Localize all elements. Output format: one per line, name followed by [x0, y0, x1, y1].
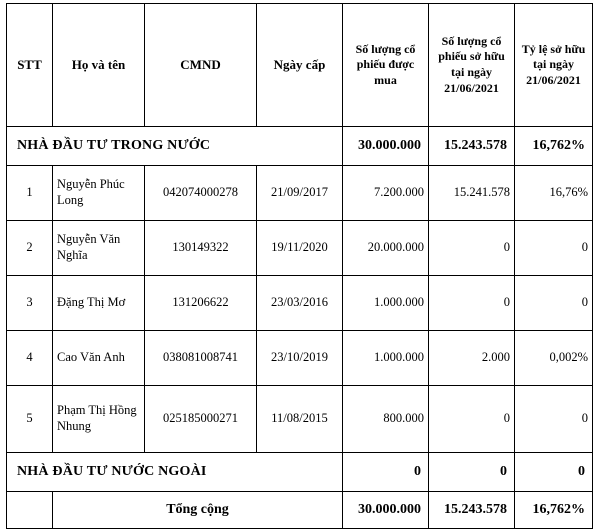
- total-row: [7, 492, 593, 529]
- column-header-shares-bought: Số lượng cổ phiếu được mua: [343, 4, 429, 127]
- group-label-domestic: NHÀ ĐẦU TƯ TRONG NƯỚC: [7, 127, 343, 166]
- table-row: [7, 166, 593, 221]
- row-cmnd: 130149322: [145, 221, 257, 276]
- table-body: [7, 127, 593, 529]
- row-date: 23/03/2016: [257, 276, 343, 331]
- row-name: Cao Văn Anh: [53, 331, 145, 386]
- group-label-foreign: NHÀ ĐẦU TƯ NƯỚC NGOÀI: [7, 453, 343, 492]
- group-foreign-shares-owned: 0: [429, 453, 515, 492]
- table-row: [7, 276, 593, 331]
- total-spacer: [7, 492, 53, 529]
- column-header-date: Ngày cấp: [257, 4, 343, 127]
- row-shares-bought: 20.000.000: [343, 221, 429, 276]
- column-header-ownership-ratio: Tỷ lệ sở hữu tại ngày 21/06/2021: [515, 4, 593, 127]
- table-row: [7, 386, 593, 453]
- total-label: Tổng cộng: [53, 492, 343, 529]
- row-index: 1: [7, 166, 53, 221]
- row-name: Đặng Thị Mơ: [53, 276, 145, 331]
- row-index: 5: [7, 386, 53, 453]
- row-shares-owned: 0: [429, 221, 515, 276]
- row-cmnd: 038081008741: [145, 331, 257, 386]
- table-row: [7, 331, 593, 386]
- row-ownership-ratio: 0: [515, 276, 593, 331]
- column-header-cmnd: CMND: [145, 4, 257, 127]
- document-page: [0, 3, 602, 528]
- row-shares-bought: 7.200.000: [343, 166, 429, 221]
- row-index: 2: [7, 221, 53, 276]
- group-foreign-ownership-ratio: 0: [515, 453, 593, 492]
- group-row-foreign: [7, 453, 593, 492]
- column-header-stt: STT: [7, 4, 53, 127]
- group-domestic-ownership-ratio: 16,762%: [515, 127, 593, 166]
- total-ownership-ratio: 16,762%: [515, 492, 593, 529]
- row-date: 11/08/2015: [257, 386, 343, 453]
- header-row: [7, 4, 593, 127]
- row-index: 4: [7, 331, 53, 386]
- row-ownership-ratio: 0,002%: [515, 331, 593, 386]
- shareholders-table: [6, 3, 593, 529]
- row-ownership-ratio: 0: [515, 221, 593, 276]
- row-date: 23/10/2019: [257, 331, 343, 386]
- row-date: 21/09/2017: [257, 166, 343, 221]
- table-row: [7, 221, 593, 276]
- row-name: Nguyễn Văn Nghĩa: [53, 221, 145, 276]
- column-header-name: Họ và tên: [53, 4, 145, 127]
- group-domestic-shares-bought: 30.000.000: [343, 127, 429, 166]
- row-index: 3: [7, 276, 53, 331]
- row-date: 19/11/2020: [257, 221, 343, 276]
- row-shares-owned: 15.241.578: [429, 166, 515, 221]
- row-ownership-ratio: 16,76%: [515, 166, 593, 221]
- row-shares-bought: 1.000.000: [343, 331, 429, 386]
- total-shares-owned: 15.243.578: [429, 492, 515, 529]
- total-shares-bought: 30.000.000: [343, 492, 429, 529]
- group-foreign-shares-bought: 0: [343, 453, 429, 492]
- row-name: Phạm Thị Hồng Nhung: [53, 386, 145, 453]
- row-shares-owned: 0: [429, 386, 515, 453]
- row-shares-bought: 800.000: [343, 386, 429, 453]
- row-shares-owned: 2.000: [429, 331, 515, 386]
- row-ownership-ratio: 0: [515, 386, 593, 453]
- row-cmnd: 042074000278: [145, 166, 257, 221]
- row-cmnd: 025185000271: [145, 386, 257, 453]
- row-shares-owned: 0: [429, 276, 515, 331]
- group-row-domestic: [7, 127, 593, 166]
- row-cmnd: 131206622: [145, 276, 257, 331]
- group-domestic-shares-owned: 15.243.578: [429, 127, 515, 166]
- table-header: [7, 4, 593, 127]
- column-header-shares-owned: Số lượng cổ phiếu sở hữu tại ngày 21/06/2021: [429, 4, 515, 127]
- row-shares-bought: 1.000.000: [343, 276, 429, 331]
- row-name: Nguyễn Phúc Long: [53, 166, 145, 221]
